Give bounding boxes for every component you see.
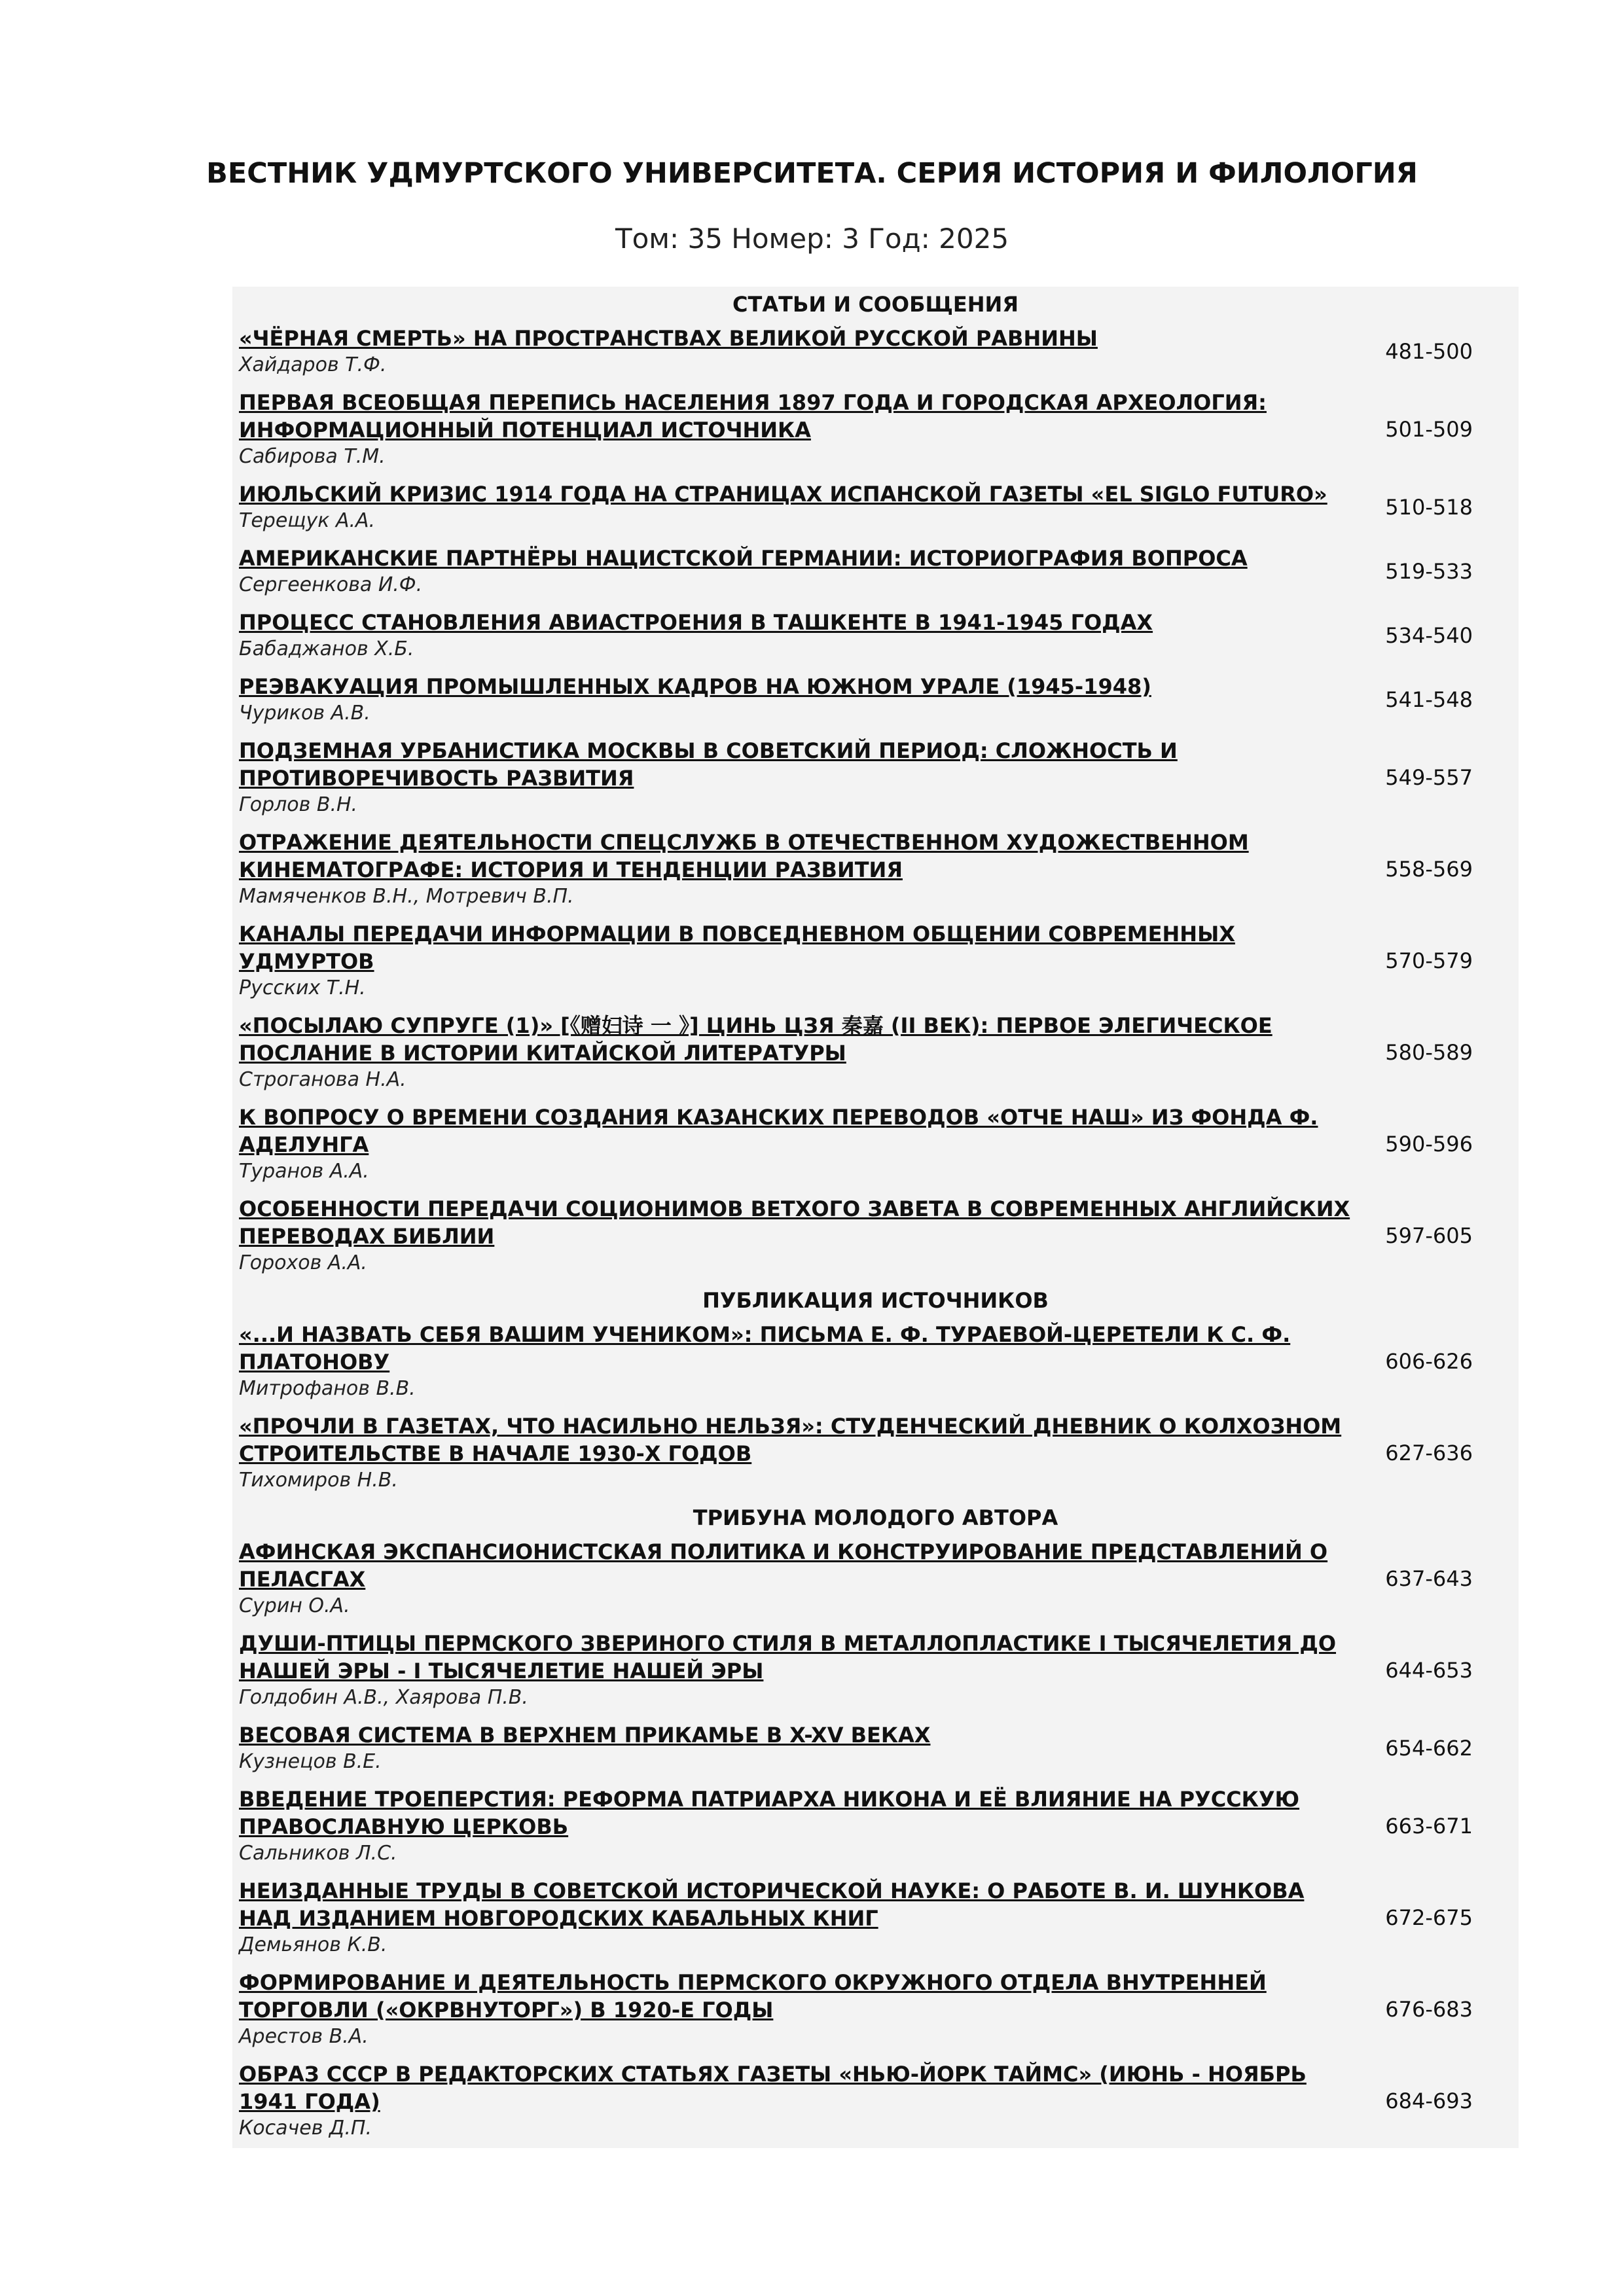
article-title-link[interactable]: ПОДЗЕМНАЯ УРБАНИСТИКА МОСКВЫ В СОВЕТСКИЙ ПЕРИОД: СЛОЖНОСТЬ И ПРОТИВОРЕЧИВОСТЬ РАЗВИТИЯ (239, 738, 1178, 791)
article-info (239, 1785, 1352, 1867)
issue-info: Том: 35 Номер: 3 Год: 2025 (615, 223, 1009, 255)
article-info (239, 1969, 1352, 2050)
article-pages: 510-518 (1385, 495, 1473, 520)
article-entry (232, 825, 1519, 916)
article-info (239, 673, 1352, 726)
article-pages: 501-509 (1385, 417, 1473, 442)
article-entry (232, 1408, 1519, 1500)
article-info (239, 920, 1352, 1001)
article-pages: 558-569 (1385, 857, 1473, 882)
section-heading: ПУБЛИКАЦИЯ ИСТОЧНИКОВ (702, 1288, 1049, 1313)
article-entry (232, 1191, 1519, 1283)
article-authors: Сабирова Т.М. (239, 445, 386, 468)
article-title-link[interactable]: К ВОПРОСУ О ВРЕМЕНИ СОЗДАНИЯ КАЗАНСКИХ ПЕРЕВОДОВ «ОТЧЕ НАШ» ИЗ ФОНДА Ф. АДЕЛУНГА (239, 1105, 1318, 1157)
article-entry (232, 1534, 1519, 1626)
article-entry (232, 1965, 1519, 2056)
article-info (239, 480, 1352, 534)
article-entry (232, 1317, 1519, 1408)
article-info (239, 2060, 1352, 2142)
article-title-link[interactable]: АМЕРИКАНСКИЕ ПАРТНЁРЫ НАЦИСТСКОЙ ГЕРМАНИИ: ИСТОРИОГРАФИЯ ВОПРОСА (239, 546, 1248, 571)
article-entry (232, 2056, 1519, 2148)
article-authors: Демьянов К.В. (239, 1933, 388, 1956)
article-pages: 570-579 (1385, 948, 1473, 973)
article-authors: Русских Т.Н. (239, 977, 366, 999)
article-authors: Горохов А.А. (239, 1251, 367, 1274)
article-authors: Митрофанов В.В. (239, 1377, 416, 1400)
article-info (239, 1538, 1352, 1619)
article-title-link[interactable]: ИЮЛЬСКИЙ КРИЗИС 1914 ГОДА НА СТРАНИЦАХ ИСПАНСКОЙ ГАЗЕТЫ «EL SIGLO FUTURO» (239, 482, 1327, 507)
article-title-link[interactable]: ОТРАЖЕНИЕ ДЕЯТЕЛЬНОСТИ СПЕЦСЛУЖБ В ОТЕЧЕСТВЕННОМ ХУДОЖЕСТВЕННОМ КИНЕМАТОГРАФЕ: ИСТОРИЯ И ТЕНДЕНЦИИ РАЗВИТИЯ (239, 830, 1249, 882)
article-entry (232, 1100, 1519, 1191)
article-pages: 672-675 (1385, 1905, 1473, 1930)
article-info (239, 1877, 1352, 1958)
article-info (239, 1012, 1352, 1093)
article-info (239, 325, 1352, 378)
article-pages: 580-589 (1385, 1040, 1473, 1065)
article-authors: Сальников Л.С. (239, 1842, 397, 1865)
article-authors: Мамяченков В.Н., Мотревич В.П. (239, 885, 574, 908)
article-entry (232, 385, 1519, 476)
section-heading: СТАТЬИ И СООБЩЕНИЯ (732, 292, 1019, 317)
article-title-link[interactable]: «ЧЁРНАЯ СМЕРТЬ» НА ПРОСТРАНСТВАХ ВЕЛИКОЙ РУССКОЙ РАВНИНЫ (239, 326, 1098, 351)
article-pages: 534-540 (1385, 623, 1473, 648)
table-of-contents (232, 287, 1519, 2148)
article-title-link[interactable]: НЕИЗДАННЫЕ ТРУДЫ В СОВЕТСКОЙ ИСТОРИЧЕСКОЙ НАУКЕ: О РАБОТЕ В. И. ШУНКОВА НАД ИЗДАНИЕМ НОВГОРОДСКИХ КАБАЛЬНЫХ КНИГ (239, 1878, 1305, 1931)
article-title-link[interactable]: «ПРОЧЛИ В ГАЗЕТАХ, ЧТО НАСИЛЬНО НЕЛЬЗЯ»: СТУДЕНЧЕСКИЙ ДНЕВНИК О КОЛХОЗНОМ СТРОИТЕЛЬСТВЕ В НАЧАЛЕ 1930-Х ГОДОВ (239, 1414, 1342, 1466)
article-pages: 590-596 (1385, 1132, 1473, 1157)
article-pages: 597-605 (1385, 1223, 1473, 1248)
article-entry (232, 1008, 1519, 1100)
article-authors: Голдобин А.В., Хаярова П.В. (239, 1686, 528, 1709)
article-pages: 676-683 (1385, 1997, 1473, 2022)
article-title-link[interactable]: ОБРАЗ СССР В РЕДАКТОРСКИХ СТАТЬЯХ ГАЗЕТЫ «НЬЮ-ЙОРК ТАЙМС» (ИЮНЬ - НОЯБРЬ 1941 ГОДА) (239, 2062, 1307, 2114)
article-entry (232, 605, 1519, 669)
article-entry (232, 1782, 1519, 1873)
article-authors: Хайдаров Т.Ф. (239, 353, 387, 376)
article-authors: Тихомиров Н.В. (239, 1469, 398, 1492)
article-authors: Кузнецов В.Е. (239, 1750, 382, 1773)
article-title-link[interactable]: ДУШИ-ПТИЦЫ ПЕРМСКОГО ЗВЕРИНОГО СТИЛЯ В МЕТАЛЛОПЛАСТИКЕ I ТЫСЯЧЕЛЕТИЯ ДО НАШЕЙ ЭРЫ - I ТЫСЯЧЕЛЕТИЕ НАШЕЙ ЭРЫ (239, 1631, 1337, 1683)
article-title-link[interactable]: ВЕСОВАЯ СИСТЕМА В ВЕРХНЕМ ПРИКАМЬЕ В X-XV ВЕКАХ (239, 1723, 931, 1748)
article-title-link[interactable]: ПРОЦЕСС СТАНОВЛЕНИЯ АВИАСТРОЕНИЯ В ТАШКЕНТЕ В 1941-1945 ГОДАХ (239, 610, 1153, 635)
article-pages: 663-671 (1385, 1814, 1473, 1839)
article-info (239, 545, 1352, 598)
article-info (239, 1321, 1352, 1402)
article-authors: Косачев Д.П. (239, 2117, 372, 2140)
section-heading: ТРИБУНА МОЛОДОГО АВТОРА (693, 1505, 1058, 1530)
article-pages: 644-653 (1385, 1658, 1473, 1683)
article-info (239, 737, 1352, 818)
article-info (239, 1412, 1352, 1494)
article-authors: Туранов А.А. (239, 1160, 369, 1183)
article-authors: Сергеенкова И.Ф. (239, 573, 423, 596)
article-title-link[interactable]: «ПОСЫЛАЮ СУПРУГЕ (1)» [《赠妇诗 一 》] ЦИНЬ ЦЗЯ 秦嘉 (II ВЕК): ПЕРВОЕ ЭЛЕГИЧЕСКОЕ ПОСЛАНИЕ В ИСТОРИИ КИТАЙСКОЙ ЛИТЕРАТУРЫ (239, 1013, 1272, 1066)
article-title-link[interactable]: «...И НАЗВАТЬ СЕБЯ ВАШИМ УЧЕНИКОМ»: ПИСЬМА Е. Ф. ТУРАЕВОЙ-ЦЕРЕТЕЛИ К С. Ф. ПЛАТОНОВУ (239, 1322, 1291, 1374)
article-pages: 637-643 (1385, 1566, 1473, 1591)
article-entry (232, 669, 1519, 733)
article-title-link[interactable]: ВВЕДЕНИЕ ТРОЕПЕРСТИЯ: РЕФОРМА ПАТРИАРХА НИКОНА И ЕЁ ВЛИЯНИЕ НА РУССКУЮ ПРАВОСЛАВНУЮ ЦЕРКОВЬ (239, 1787, 1300, 1839)
article-pages: 549-557 (1385, 765, 1473, 790)
article-pages: 654-662 (1385, 1736, 1473, 1761)
article-entry (232, 476, 1519, 541)
article-pages: 541-548 (1385, 687, 1473, 712)
article-info (239, 1721, 1352, 1775)
article-title-link[interactable]: ПЕРВАЯ ВСЕОБЩАЯ ПЕРЕПИСЬ НАСЕЛЕНИЯ 1897 ГОДА И ГОРОДСКАЯ АРХЕОЛОГИЯ: ИНФОРМАЦИОННЫЙ ПОТЕНЦИАЛ ИСТОЧНИКА (239, 390, 1267, 442)
article-title-link[interactable]: РЕЭВАКУАЦИЯ ПРОМЫШЛЕННЫХ КАДРОВ НА ЮЖНОМ УРАЛЕ (1945-1948) (239, 674, 1151, 699)
journal-title: ВЕСТНИК УДМУРТСКОГО УНИВЕРСИТЕТА. СЕРИЯ ИСТОРИЯ И ФИЛОЛОГИЯ (206, 157, 1418, 190)
article-pages: 606-626 (1385, 1349, 1473, 1374)
article-title-link[interactable]: КАНАЛЫ ПЕРЕДАЧИ ИНФОРМАЦИИ В ПОВСЕДНЕВНОМ ОБЩЕНИИ СОВРЕМЕННЫХ УДМУРТОВ (239, 922, 1235, 974)
article-entry (232, 733, 1519, 825)
article-entry (232, 541, 1519, 605)
article-title-link[interactable]: ФОРМИРОВАНИЕ И ДЕЯТЕЛЬНОСТЬ ПЕРМСКОГО ОКРУЖНОГО ОТДЕЛА ВНУТРЕННЕЙ ТОРГОВЛИ («ОКРВНУТОРГ») В 1920-Е ГОДЫ (239, 1970, 1267, 2022)
article-entry (232, 1873, 1519, 1965)
article-authors: Горлов В.Н. (239, 793, 358, 816)
article-authors: Бабаджанов Х.Б. (239, 637, 414, 660)
article-authors: Строганова Н.А. (239, 1068, 406, 1091)
article-authors: Сурин О.А. (239, 1594, 350, 1617)
article-info (239, 1630, 1352, 1711)
article-pages: 519-533 (1385, 559, 1473, 584)
article-entry (232, 1626, 1519, 1717)
article-entry (232, 1717, 1519, 1782)
article-entry (232, 321, 1519, 385)
article-pages: 684-693 (1385, 2089, 1473, 2113)
article-authors: Терещук А.А. (239, 509, 376, 532)
article-pages: 627-636 (1385, 1441, 1473, 1465)
article-authors: Арестов В.А. (239, 2025, 369, 2048)
article-info (239, 1195, 1352, 1276)
article-entry (232, 916, 1519, 1008)
article-title-link[interactable]: ОСОБЕННОСТИ ПЕРЕДАЧИ СОЦИОНИМОВ ВЕТХОГО ЗАВЕТА В СОВРЕМЕННЫХ АНГЛИЙСКИХ ПЕРЕВОДАХ БИБЛИИ (239, 1196, 1350, 1249)
article-authors: Чуриков А.В. (239, 702, 370, 725)
article-info (239, 389, 1352, 470)
article-pages: 481-500 (1385, 339, 1473, 364)
article-info (239, 1103, 1352, 1185)
article-title-link[interactable]: АФИНСКАЯ ЭКСПАНСИОНИСТСКАЯ ПОЛИТИКА И КОНСТРУИРОВАНИЕ ПРЕДСТАВЛЕНИЙ О ПЕЛАСГАХ (239, 1539, 1328, 1592)
article-info (239, 829, 1352, 910)
article-info (239, 609, 1352, 662)
